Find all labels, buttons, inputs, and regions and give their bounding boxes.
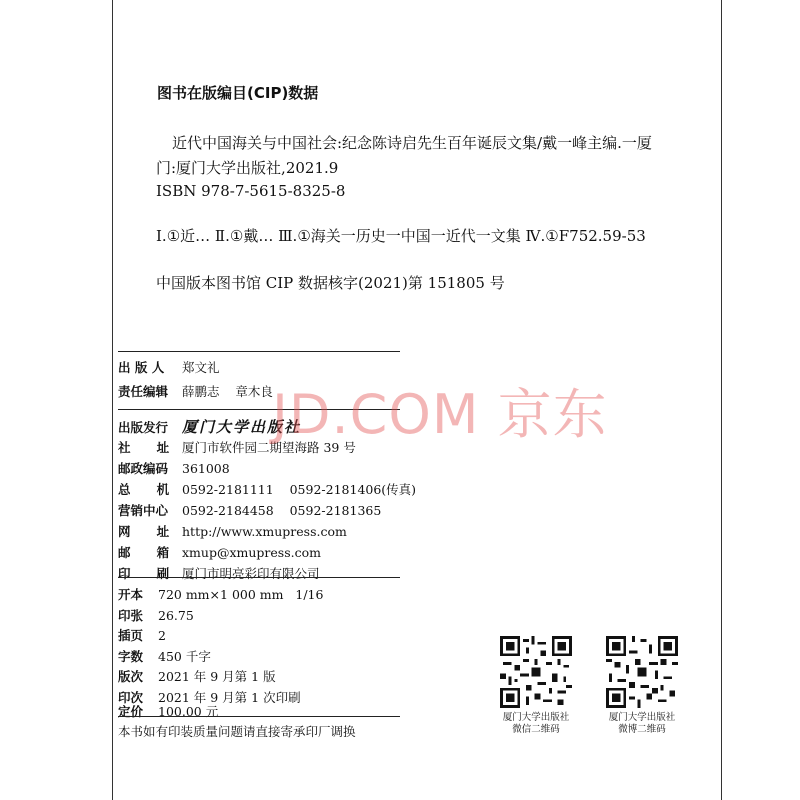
- wechat-qr-caption: [488, 712, 584, 736]
- spec-row: [118, 585, 323, 603]
- switchboard-row: [118, 480, 416, 498]
- spec-row: [118, 702, 218, 720]
- spec-label: 定价: [118, 704, 144, 719]
- spec-label: 版次: [118, 669, 144, 684]
- spec-value: 100.00 元: [158, 704, 219, 719]
- row-value: 薛鹏志 章木良: [182, 384, 273, 399]
- email-value: xmup@xmupress.com: [182, 545, 321, 560]
- spec-label: 印张: [118, 608, 144, 623]
- row-label: 出 版 人: [118, 360, 165, 375]
- row-value: 361008: [182, 461, 230, 476]
- spec-label: 印次: [118, 690, 144, 705]
- postcode-row: [118, 459, 230, 477]
- spec-value: 2021 年 9 月第 1 次印刷: [158, 690, 301, 705]
- spec-value: 720 mm×1 000 mm 1/16: [158, 587, 324, 602]
- website-row: [118, 522, 347, 540]
- divider-4: [118, 716, 400, 717]
- spec-value: 450 千字: [158, 649, 211, 664]
- email-row: [118, 543, 321, 561]
- quality-notice: 本书如有印装质量问题请直接寄承印厂调换: [118, 724, 356, 739]
- divider-3: [118, 577, 400, 578]
- row-value: 0592-2181111 0592-2181406(传真): [182, 482, 417, 497]
- cip-line-1: 近代中国海关与中国社会:纪念陈诗启先生百年诞辰文集/戴一峰主编.一厦: [172, 134, 652, 152]
- publisher-person-row: [118, 358, 220, 376]
- printer-row: [118, 564, 320, 582]
- row-label: 邮政编码: [118, 461, 169, 476]
- spec-label: 插页: [118, 628, 144, 643]
- row-label: 责任编辑: [118, 384, 169, 399]
- qr-caption-line: 微信二维码: [512, 724, 560, 735]
- spec-row: [118, 667, 276, 685]
- weibo-qr-code: [606, 636, 678, 708]
- jd-watermark: JD.COM 京东: [272, 383, 608, 446]
- row-label: 网 址: [118, 524, 170, 539]
- editor-row: [118, 382, 273, 400]
- row-value: 厦门市明亮彩印有限公司: [182, 566, 320, 581]
- spec-row: [118, 647, 211, 665]
- row-label: 总 机: [118, 482, 170, 497]
- cip-title: 图书在版编目(CIP)数据: [157, 84, 319, 102]
- spec-label: 开本: [118, 587, 144, 602]
- website-value: http://www.xmupress.com: [182, 524, 347, 539]
- qr-icon: [606, 636, 678, 708]
- wechat-qr-code: [500, 636, 572, 708]
- row-label: 出版发行: [118, 420, 169, 435]
- row-label: 邮 箱: [118, 545, 170, 560]
- row-value: 0592-2184458 0592-2181365: [182, 503, 382, 518]
- row-value: 郑文礼: [182, 360, 220, 375]
- spec-value: 2: [158, 628, 166, 643]
- row-label: 社 址: [118, 440, 170, 455]
- spec-label: 字数: [118, 649, 144, 664]
- cip-verification-number: 中国版本图书馆 CIP 数据核字(2021)第 151805 号: [156, 274, 505, 292]
- marketing-row: [118, 501, 381, 519]
- row-value: 厦门市软件园二期望海路 39 号: [182, 440, 356, 455]
- qr-caption-line: 厦门大学出版社: [502, 712, 570, 723]
- row-label: 营销中心: [118, 503, 169, 518]
- cip-line-2: 门:厦门大学出版社,2021.9: [156, 159, 339, 177]
- spec-value: 2021 年 9 月第 1 版: [158, 669, 276, 684]
- spec-row: [118, 606, 194, 624]
- qr-caption-line: 微博二维码: [618, 724, 666, 735]
- classification: Ⅰ.①近… Ⅱ.①戴… Ⅲ.①海关一历史一中国一近代一文集 Ⅳ.①F752.59-53: [156, 227, 646, 245]
- isbn: ISBN 978-7-5615-8325-8: [156, 182, 346, 200]
- spec-value: 26.75: [158, 608, 194, 623]
- row-label: 印 刷: [118, 566, 170, 581]
- weibo-qr-caption: [594, 712, 690, 736]
- qr-caption-line: 厦门大学出版社: [608, 712, 676, 723]
- divider-1: [118, 351, 400, 352]
- qr-icon: [500, 636, 572, 708]
- spec-row: [118, 626, 166, 644]
- publisher-logo-text: 厦门大学出版社: [182, 418, 302, 436]
